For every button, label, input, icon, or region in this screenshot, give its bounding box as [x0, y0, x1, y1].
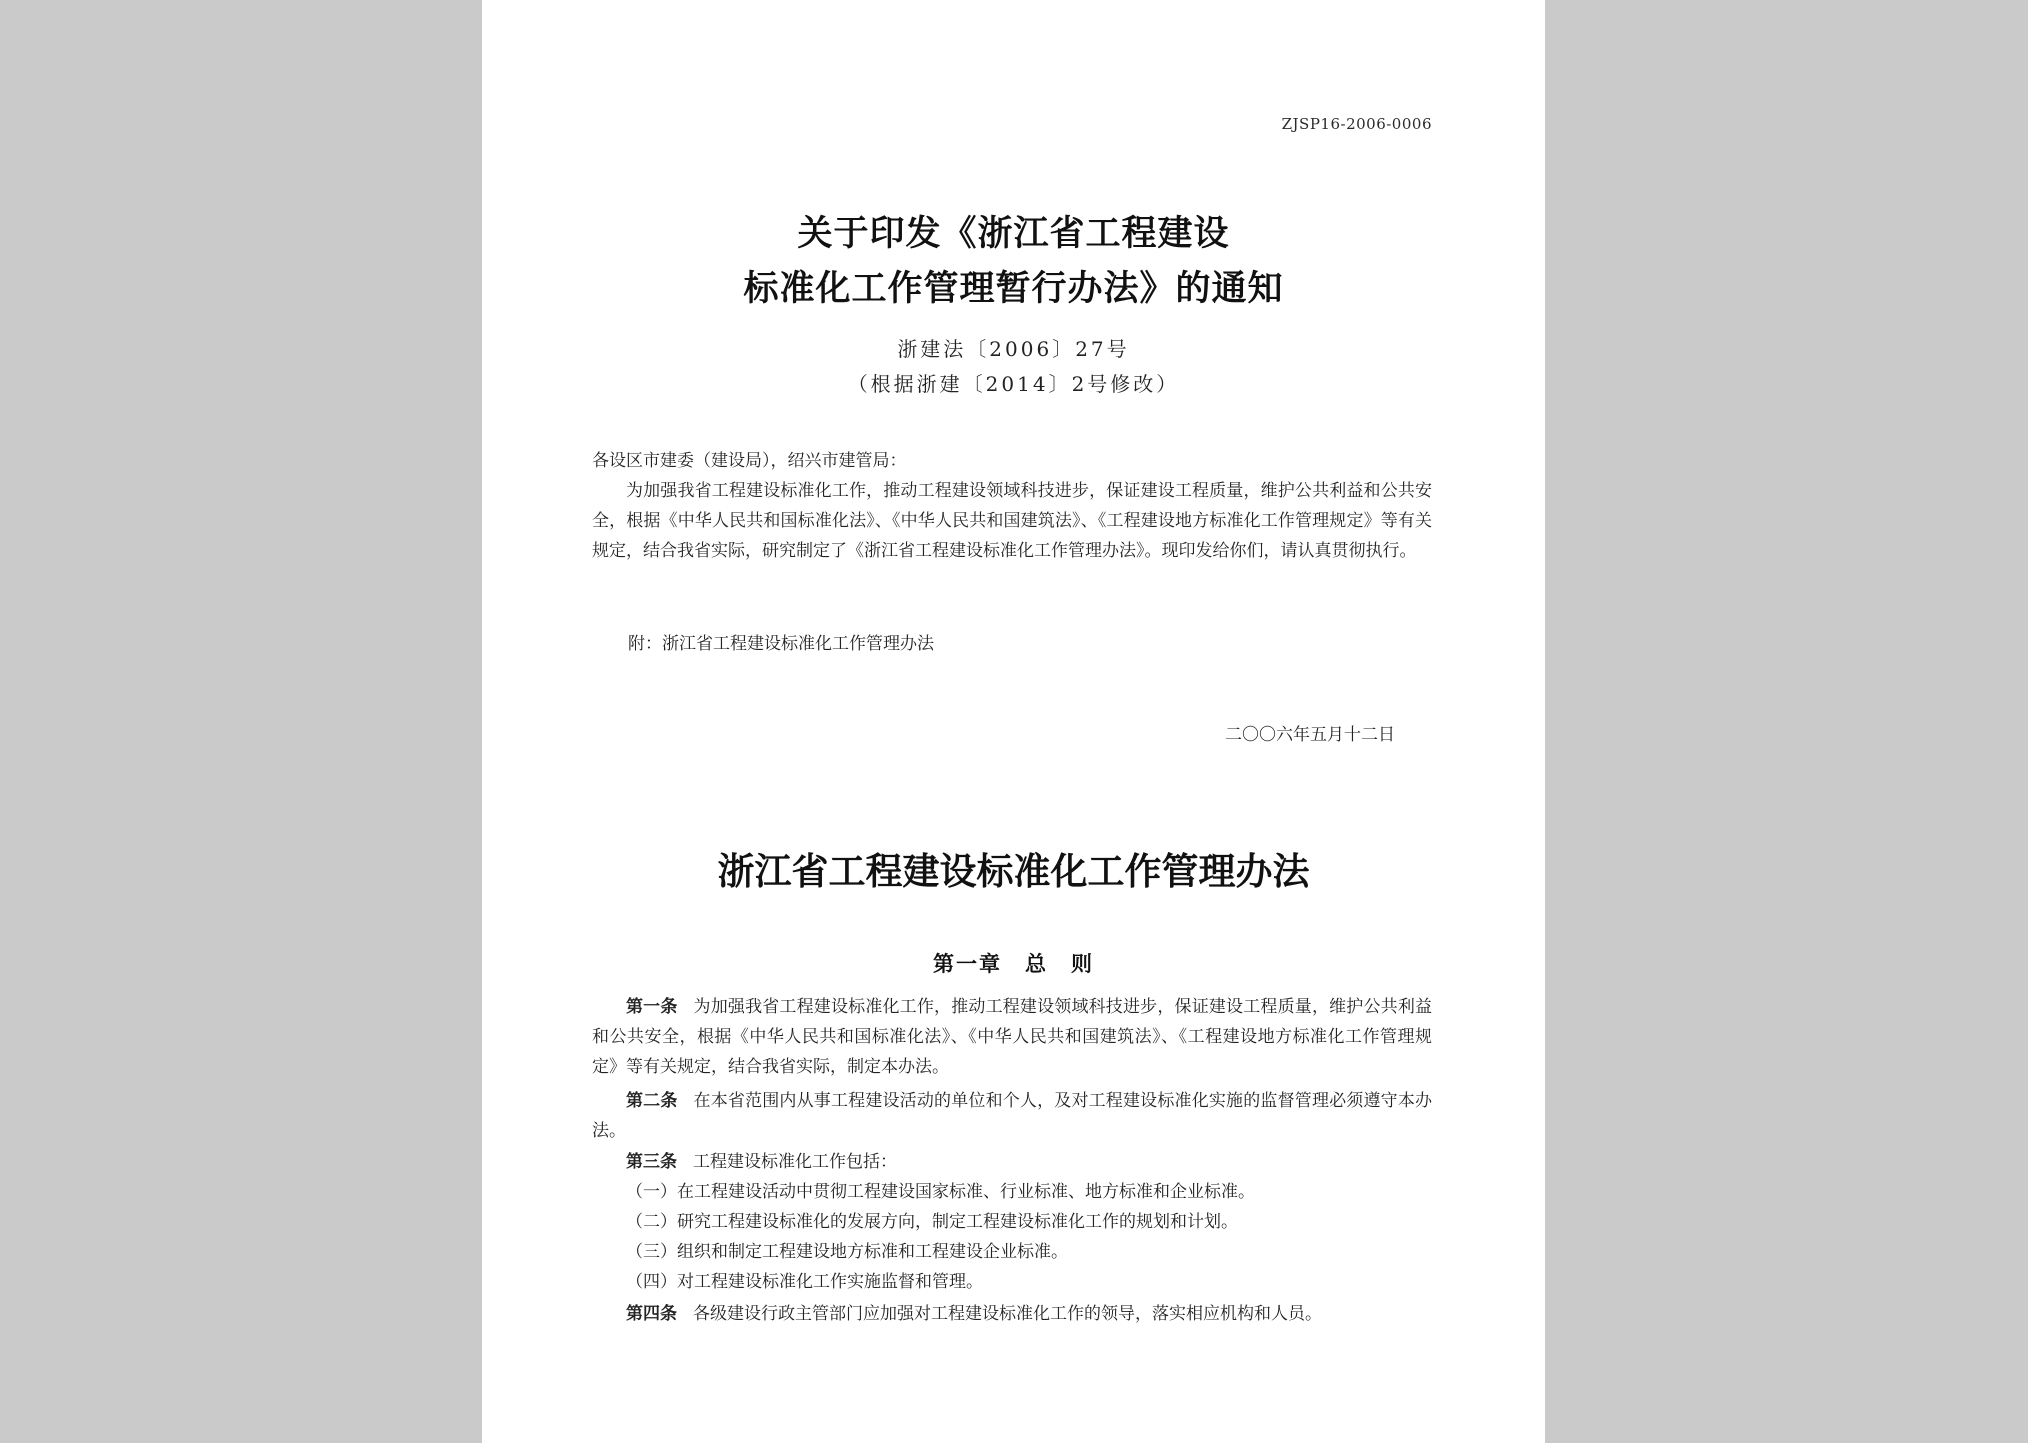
article-3-text: 工程建设标准化工作包括：	[693, 1152, 897, 1172]
article-2-text: 在本省范围内从事工程建设活动的单位和个人，及对工程建设标准化实施的监督管理必须遵守本办法。	[592, 1091, 1433, 1141]
salutation: 各设区市建委（建设局），绍兴市建管局：	[592, 451, 907, 471]
article-3-item-1: （一）在工程建设活动中贯彻工程建设国家标准、行业标准、地方标准和企业标准。	[626, 1182, 1255, 1202]
article-3-item-4: （四）对工程建设标准化工作实施监督和管理。	[626, 1272, 983, 1292]
article-3-item-2: （二）研究工程建设标准化的发展方向，制定工程建设标准化工作的规划和计划。	[626, 1212, 1238, 1232]
notice-title-line-1: 关于印发《浙江省工程建设	[797, 213, 1230, 254]
article-3	[592, 1147, 1432, 1177]
chapter-heading: 第一章 总 则	[933, 951, 1094, 976]
document-page	[482, 0, 1545, 1443]
article-4-label: 第四条	[626, 1304, 677, 1324]
issue-date: 二〇〇六年五月十二日	[1225, 725, 1395, 745]
regulation-title: 浙江省工程建设标准化工作管理办法	[717, 849, 1310, 893]
attachment-note: 附：浙江省工程建设标准化工作管理办法	[628, 634, 934, 654]
article-1-text: 为加强我省工程建设标准化工作，推动工程建设领域科技进步，保证建设工程质量，维护公共利益和公共安全，根据《中华人民共和国标准化法》、《中华人民共和国建筑法》、《工程建设地方标准化工作管理规定》等有关规定，结合我省实际，制定本办法。	[592, 997, 1433, 1077]
article-1	[592, 992, 1432, 1082]
article-4	[592, 1299, 1432, 1329]
article-3-label: 第三条	[626, 1152, 677, 1172]
revision-note: （根据浙建〔2014〕2号修改）	[847, 372, 1180, 396]
article-2-label: 第二条	[626, 1091, 678, 1111]
file-number: 浙建法〔2006〕27号	[897, 337, 1130, 361]
article-2	[592, 1086, 1432, 1146]
article-1-label: 第一条	[626, 997, 678, 1017]
article-3-item-3: （三）组织和制定工程建设地方标准和工程建设企业标准。	[626, 1242, 1068, 1262]
intro-paragraph: 为加强我省工程建设标准化工作，推动工程建设领域科技进步，保证建设工程质量，维护公共利益和公共安全，根据《中华人民共和国标准化法》、《中华人民共和国建筑法》、《工程建设地方标准化工作管理规定》等有关规定，结合我省实际，研究制定了《浙江省工程建设标准化工作管理办法》。现印发给你们，请认真贯彻执行。	[592, 481, 1432, 561]
document-number: ZJSP16-2006-0006	[1281, 115, 1432, 133]
article-4-text: 各级建设行政主管部门应加强对工程建设标准化工作的领导，落实相应机构和人员。	[693, 1304, 1322, 1324]
notice-title-line-2: 标准化工作管理暂行办法》的通知	[743, 268, 1284, 309]
